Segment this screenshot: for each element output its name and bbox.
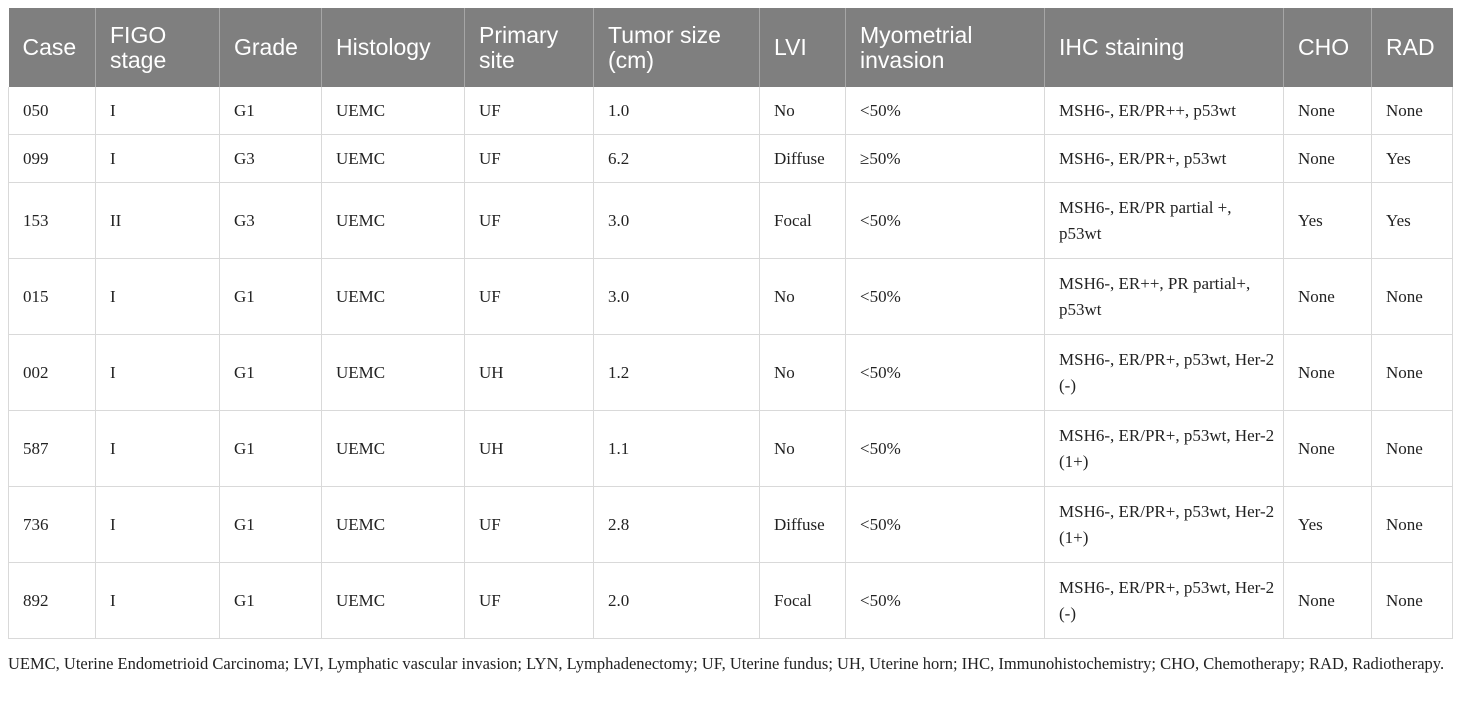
cell-myometrial-invasion: <50% xyxy=(846,335,1045,411)
cell-grade: G1 xyxy=(220,411,322,487)
table-row xyxy=(9,487,1453,563)
cell-ihc-staining: MSH6-, ER/PR+, p53wt, Her-2 (-) xyxy=(1045,563,1284,639)
cell-figo-stage: I xyxy=(96,135,220,183)
cell-myometrial-invasion: <50% xyxy=(846,87,1045,135)
header-primary-site: Primary site xyxy=(465,8,594,87)
cell-tumor-size: 1.0 xyxy=(594,87,760,135)
cell-tumor-size: 1.1 xyxy=(594,411,760,487)
table-row xyxy=(9,335,1453,411)
cell-figo-stage: II xyxy=(96,183,220,259)
cell-case: 153 xyxy=(9,183,96,259)
cell-histology: UEMC xyxy=(322,411,465,487)
cell-cho: None xyxy=(1284,411,1372,487)
cell-cho: None xyxy=(1284,135,1372,183)
header-tumor-size: Tumor size (cm) xyxy=(594,8,760,87)
cell-myometrial-invasion: ≥50% xyxy=(846,135,1045,183)
cell-rad: None xyxy=(1372,87,1453,135)
clinical-data-table xyxy=(8,8,1453,639)
table-row xyxy=(9,411,1453,487)
cell-primary-site: UF xyxy=(465,87,594,135)
cell-histology: UEMC xyxy=(322,563,465,639)
header-rad: RAD xyxy=(1372,8,1453,87)
cell-lvi: No xyxy=(760,87,846,135)
cell-cho: None xyxy=(1284,335,1372,411)
cell-myometrial-invasion: <50% xyxy=(846,411,1045,487)
cell-cho: None xyxy=(1284,563,1372,639)
cell-ihc-staining: MSH6-, ER/PR++, p53wt xyxy=(1045,87,1284,135)
cell-histology: UEMC xyxy=(322,259,465,335)
table-row xyxy=(9,259,1453,335)
table-row xyxy=(9,135,1453,183)
cell-ihc-staining: MSH6-, ER/PR partial +, p53wt xyxy=(1045,183,1284,259)
cell-case: 892 xyxy=(9,563,96,639)
cell-myometrial-invasion: <50% xyxy=(846,183,1045,259)
cell-cho: Yes xyxy=(1284,183,1372,259)
cell-ihc-staining: MSH6-, ER/PR+, p53wt xyxy=(1045,135,1284,183)
cell-case: 050 xyxy=(9,87,96,135)
cell-case: 002 xyxy=(9,335,96,411)
table-row xyxy=(9,563,1453,639)
cell-ihc-staining: MSH6-, ER/PR+, p53wt, Her-2 (-) xyxy=(1045,335,1284,411)
cell-case: 736 xyxy=(9,487,96,563)
cell-tumor-size: 3.0 xyxy=(594,183,760,259)
clinical-table-container xyxy=(8,8,1452,639)
header-ihc-staining: IHC staining xyxy=(1045,8,1284,87)
table-row xyxy=(9,87,1453,135)
cell-ihc-staining: MSH6-, ER/PR+, p53wt, Her-2 (1+) xyxy=(1045,411,1284,487)
cell-lvi: No xyxy=(760,335,846,411)
table-header-row xyxy=(9,8,1453,87)
cell-tumor-size: 1.2 xyxy=(594,335,760,411)
cell-grade: G1 xyxy=(220,335,322,411)
cell-lvi: No xyxy=(760,259,846,335)
cell-cho: None xyxy=(1284,87,1372,135)
cell-grade: G1 xyxy=(220,487,322,563)
cell-case: 099 xyxy=(9,135,96,183)
cell-tumor-size: 2.0 xyxy=(594,563,760,639)
cell-primary-site: UF xyxy=(465,563,594,639)
cell-figo-stage: I xyxy=(96,563,220,639)
cell-ihc-staining: MSH6-, ER++, PR partial+, p53wt xyxy=(1045,259,1284,335)
cell-rad: Yes xyxy=(1372,183,1453,259)
cell-histology: UEMC xyxy=(322,487,465,563)
cell-histology: UEMC xyxy=(322,183,465,259)
cell-primary-site: UH xyxy=(465,335,594,411)
cell-figo-stage: I xyxy=(96,411,220,487)
cell-rad: None xyxy=(1372,335,1453,411)
cell-grade: G1 xyxy=(220,87,322,135)
cell-rad: None xyxy=(1372,487,1453,563)
table-row xyxy=(9,183,1453,259)
cell-case: 015 xyxy=(9,259,96,335)
cell-tumor-size: 2.8 xyxy=(594,487,760,563)
cell-histology: UEMC xyxy=(322,335,465,411)
cell-primary-site: UF xyxy=(465,135,594,183)
cell-figo-stage: I xyxy=(96,335,220,411)
header-figo-stage: FIGO stage xyxy=(96,8,220,87)
cell-case: 587 xyxy=(9,411,96,487)
cell-histology: UEMC xyxy=(322,135,465,183)
cell-primary-site: UF xyxy=(465,487,594,563)
cell-figo-stage: I xyxy=(96,87,220,135)
header-grade: Grade xyxy=(220,8,322,87)
cell-grade: G3 xyxy=(220,183,322,259)
header-case: Case xyxy=(9,8,96,87)
cell-myometrial-invasion: <50% xyxy=(846,487,1045,563)
cell-lvi: Focal xyxy=(760,563,846,639)
cell-figo-stage: I xyxy=(96,487,220,563)
cell-rad: None xyxy=(1372,411,1453,487)
cell-lvi: Focal xyxy=(760,183,846,259)
cell-lvi: Diffuse xyxy=(760,487,846,563)
cell-rad: Yes xyxy=(1372,135,1453,183)
cell-grade: G1 xyxy=(220,563,322,639)
cell-grade: G3 xyxy=(220,135,322,183)
header-histology: Histology xyxy=(322,8,465,87)
cell-cho: None xyxy=(1284,259,1372,335)
header-lvi: LVI xyxy=(760,8,846,87)
cell-grade: G1 xyxy=(220,259,322,335)
cell-lvi: No xyxy=(760,411,846,487)
cell-rad: None xyxy=(1372,259,1453,335)
cell-primary-site: UF xyxy=(465,183,594,259)
cell-histology: UEMC xyxy=(322,87,465,135)
cell-cho: Yes xyxy=(1284,487,1372,563)
cell-tumor-size: 3.0 xyxy=(594,259,760,335)
cell-rad: None xyxy=(1372,563,1453,639)
header-cho: CHO xyxy=(1284,8,1372,87)
cell-myometrial-invasion: <50% xyxy=(846,563,1045,639)
cell-ihc-staining: MSH6-, ER/PR+, p53wt, Her-2 (1+) xyxy=(1045,487,1284,563)
table-footnote: UEMC, Uterine Endometrioid Carcinoma; LVI, Lymphatic vascular invasion; LYN, Lymphadenectomy; UF, Uterine fundus; UH, Uterine horn; IHC, Immunohistochemistry; CHO, Chemotherapy; RAD, Radiotherapy. xyxy=(8,654,1445,673)
cell-myometrial-invasion: <50% xyxy=(846,259,1045,335)
cell-primary-site: UF xyxy=(465,259,594,335)
cell-figo-stage: I xyxy=(96,259,220,335)
cell-tumor-size: 6.2 xyxy=(594,135,760,183)
cell-primary-site: UH xyxy=(465,411,594,487)
header-myometrial-invasion: Myometrial invasion xyxy=(846,8,1045,87)
cell-lvi: Diffuse xyxy=(760,135,846,183)
